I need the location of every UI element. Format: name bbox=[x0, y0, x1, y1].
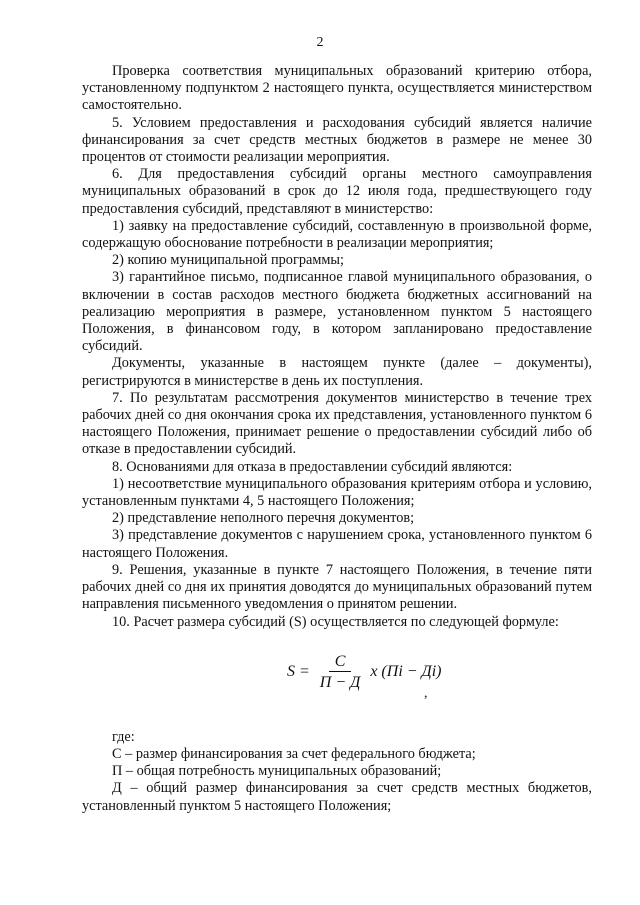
formula-lhs: S = bbox=[287, 663, 310, 681]
paragraph: 6. Для предоставления субсидий органы местного самоуправления муниципальных образований в срок до 12 июля года, предшествующего году предоставления субсидий, представляют в министерство: bbox=[82, 166, 592, 217]
definition-item: С – размер финансирования за счет федерального бюджета; bbox=[112, 745, 476, 762]
formula-rhs: x (Пi − Дi) bbox=[370, 663, 442, 681]
formula-denominator: П − Д bbox=[319, 673, 361, 691]
paragraph: 2) копию муниципальной программы; bbox=[112, 252, 344, 269]
formula-expression bbox=[287, 653, 442, 691]
paragraph: 3) гарантийное письмо, подписанное главой муниципального образования, о включении в состав расходов местного бюджета бюджетных ассигнований на реализацию мероприятия в размере, установленном пунктом 5 настоящего Положения, в финансовом году, в котором запланировано предоставление субсидий. bbox=[82, 269, 592, 355]
paragraph: 3) представление документов с нарушением срока, установленного пунктом 6 настоящего Положения. bbox=[82, 527, 592, 561]
paragraph: 7. По результатам рассмотрения документов министерство в течение трех рабочих дней со дня окончания срока их представления, установленного пунктом 6 настоящего Положения, принимает решение о предоставлении субсидий либо об отказе в предоставлении субсидий. bbox=[82, 389, 592, 458]
document-body bbox=[82, 63, 592, 815]
paragraph: 5. Условием предоставления и расходования субсидий является наличие финансирования за счет средств местных бюджетов в размере не менее 30 процентов от стоимости реализации мероприятия. bbox=[82, 114, 592, 166]
subsidy-formula bbox=[82, 645, 592, 707]
paragraph: 9. Решения, указанные в пункте 7 настоящего Положения, в течение пяти рабочих дней со дня их принятия доводятся до муниципальных образований путем направления письменного уведомления о принятом решении. bbox=[82, 561, 592, 613]
paragraph: 2) представление неполного перечня документов; bbox=[112, 510, 415, 527]
paragraph: 10. Расчет размера субсидий (S) осуществляется по следующей формуле: bbox=[112, 613, 559, 630]
page-number: 2 bbox=[316, 35, 324, 50]
where-label: где: bbox=[112, 728, 135, 745]
paragraph: Документы, указанные в настоящем пункте (далее – документы), регистрируются в министерстве в день их поступления. bbox=[82, 355, 592, 389]
definition-item: Д – общий размер финансирования за счет средств местных бюджетов, установленный пунктом 5 настоящего Положения; bbox=[82, 780, 592, 814]
paragraph: 8. Основаниями для отказа в предоставлении субсидий являются: bbox=[112, 458, 513, 475]
paragraph: 1) несоответствие муниципального образования критериям отбора и условию, установленным пунктами 4, 5 настоящего Положения; bbox=[82, 475, 592, 510]
formula-trailing-comma: , bbox=[424, 685, 428, 701]
paragraph: 1) заявку на предоставление субсидий, составленную в произвольной форме, содержащую обоснование потребности в реализации мероприятия; bbox=[82, 217, 592, 252]
paragraph: Проверка соответствия муниципальных образований критерию отбора, установленному подпунктом 2 настоящего пункта, осуществляется министерством самостоятельно. bbox=[82, 63, 592, 114]
formula-numerator: C bbox=[329, 653, 352, 672]
definition-item: П – общая потребность муниципальных образований; bbox=[112, 763, 442, 780]
formula-fraction bbox=[314, 653, 367, 691]
